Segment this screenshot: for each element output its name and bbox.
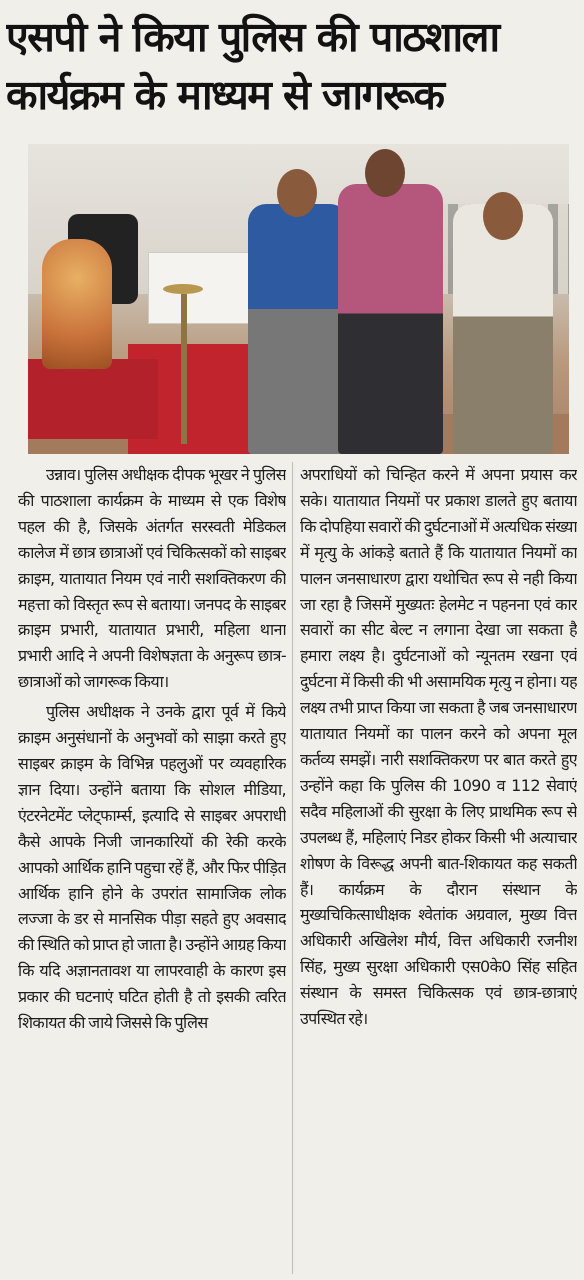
news-photo [28,144,569,454]
photo-head-1 [277,169,317,217]
article-column-left [18,462,286,1274]
photo-head-3 [483,192,523,240]
photo-person-white-shirt [453,204,553,454]
headline-line-2: कार्यक्रम के माध्यम से जागरूक [6,71,444,119]
photo-person-blue-shirt [248,204,348,454]
headline [6,8,578,124]
article-paragraph-3: अपराधियों को चिन्हित करने में अपना प्रयास कर सके। यातायात नियमों पर प्रकाश डालते हुए बताया कि दोपहिया सवारों की दुर्घटनाओं में अत्यधिक संख्या में मृत्यु के आंकड़े बताते हैं कि यातायात नियमों का पालन जनसाधारण द्वारा यथोचित रूप से नही किया जा रहा है जिसमें मुख्यतः हेलमेट न पहनना एवं कार सवारों का सीट बेल्ट न लगाना देखा जा सकता है हमारा लक्ष्य है। दुर्घटनाओं को न्यूनतम रखना एवं दुर्घटना में किसी की भी असामयिक मृत्यु न होना। यह लक्ष्य तभी प्राप्त किया जा सकता है जब जनसाधारण यातायात नियमों का पालन करने को अपना मूल कर्तव्य समझें। नारी सशक्तिकरण पर बात करते हुए उन्होंने कहा कि पुलिस की 1090 व 112 सेवाएं सदैव महिलाओं की सुरक्षा के लिए प्राथमिक रूप से उपलब्ध हैं, महिलाएं निडर होकर किसी भी अत्याचार शोषण के विरूद्ध अपनी बात-शिकायत कह सकती हैं। कार्यक्रम के दौरान संस्थान के मुख्यचिकित्साधीक्षक श्वेतांक अग्रवाल, मुख्य वित्त अधिकारी अखिलेश मौर्य, वित्त अधिकारी रजनीश सिंह, मुख्य सुरक्षा अधिकारी एस0के0 सिंह सहित संस्थान के समस्त चिकित्सक एवं छात्र-छात्राएं उपस्थित रहे। [300,465,577,1029]
photo-lamp-stand [181,294,187,444]
photo-altar [28,359,158,439]
photo-head-2 [365,149,405,197]
article-paragraph-1: उन्नाव। पुलिस अधीक्षक दीपक भूखर ने पुलिस की पाठशाला कार्यक्रम के माध्यम से एक विशेष पहल की है, जिसके अंतर्गत सरस्वती मेडिकल कालेज में छात्र छात्राओं एवं चिकित्सकों को साइबर क्राइम, यातायात नियम एवं नारी सशक्तिकरण की महत्ता को विस्तृत रूप से बताया। जनपद के साइबर क्राइम प्रभारी, यातायात प्रभारी, महिला थाना प्रभारी आदि ने अपनी विशेषज्ञता के अनुरूप छात्र-छात्राओं को जागरूक किया। [18,465,286,692]
photo-person-pink-shirt [338,184,443,454]
column-divider [292,462,293,1274]
headline-line-1: एसपी ने किया पुलिस की पाठशाला [6,13,499,61]
article-column-right [300,462,577,1274]
photo-lamp-top [163,284,203,294]
photo-idol [42,239,112,369]
article-paragraph-2: पुलिस अधीक्षक ने उनके द्वारा पूर्व में किये क्राइम अनुसंधानों के अनुभवों को साझा करते हुए साइबर क्राइम के विभिन्न पहलुओं पर व्यवहारिक ज्ञान दिया। उन्होंने बताया कि सोशल मीडिया, एंटरनेटमेंट प्लेट्फार्म्स, इत्यादि से साइबर अपराधी कैसे आपके निजी जानकारियों की रेकी करके आपको आर्थिक हानि पहुचा रहें हैं, और फिर पीड़ित आर्थिक हानि होने के उपरांत सामाजिक लोक लज्जा के डर से मानसिक पीड़ा सहते हुए अवसाद की स्थिति को प्राप्त हो जाता है। उन्होंने आग्रह किया कि यदि अज्ञानतावश या लापरवाही के कारण इस प्रकार की घटनाएं घटित होती है तो इसकी त्वरित शिकायत की जाये जिससे कि पुलिस [18,702,286,1033]
